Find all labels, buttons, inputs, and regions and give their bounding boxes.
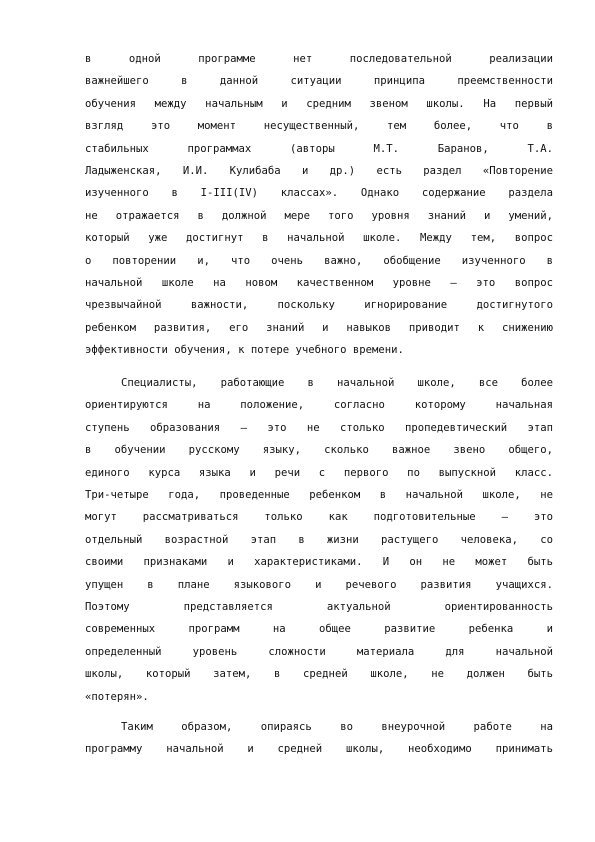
text-line: современных программ на общее развитие ребенка и xyxy=(85,623,553,636)
text-line: «потерян». xyxy=(85,690,149,703)
text-line: чрезвычайной важности, поскольку игнорирование достигнутого xyxy=(85,299,553,312)
text-line: эффективности обучения, к потере учебного времени. xyxy=(85,344,404,357)
text-line: в одной программе нет последовательной реализации xyxy=(85,53,553,65)
text-line: изученного в I-III(IV) классах». Однако содержание раздела xyxy=(85,187,553,200)
text-line: Три-четыре года, проведенные ребенком в начальной школе, не xyxy=(85,489,553,501)
text-line: отдельный возрастной этап в жизни растущего человека, со xyxy=(85,533,553,546)
text-line: важнейшего в данной ситуации принципа преемственности xyxy=(85,75,553,88)
text-line: программу начальной и средней школы, необходимо принимать xyxy=(85,743,553,756)
text-line: упущен в плане языкового и речевого развития учащихся. xyxy=(85,578,553,591)
text-line: стабильных программах (авторы М.Т. Баранов, Т.А. xyxy=(85,142,553,155)
text-line: Ладыженская, И.И. Кулибаба и др.) есть раздел «Повторение xyxy=(85,165,553,177)
text-line: не отражается в должной мере того уровня знаний и умений, xyxy=(85,209,553,222)
text-line: Таким образом, опираясь во внеурочной работе на xyxy=(121,721,553,733)
text-line: начальной школе на новом качественном уровне – это вопрос xyxy=(85,277,553,289)
text-line: обучения между начальным и средним звеном школы. На первый xyxy=(85,97,553,110)
text-line: ребенком развития, его знаний и навыков приводит к снижению xyxy=(85,321,553,334)
text-line: своими признаками и характеристиками. И он не может быть xyxy=(85,556,553,569)
text-line: Поэтому представляется актуальной ориентированность xyxy=(85,601,553,613)
text-line: единого курса языка и речи с первого по выпускной класс. xyxy=(85,466,553,479)
text-line: который уже достигнут в начальной школе. Между тем, вопрос xyxy=(85,232,553,245)
text-line: определенный уровень сложности материала для начальной xyxy=(85,645,553,658)
text-line: ориентируются на положение, согласно которому начальная xyxy=(85,399,553,412)
text-line: Специалисты, работающие в начальной школе, все более xyxy=(121,377,553,389)
text-line: о повторении и, что очень важно, обобщение изученного в xyxy=(85,254,553,267)
text-line: могут рассматриваться только как подготовительные – это xyxy=(85,511,553,524)
text-line: взгляд это момент несущественный, тем более, что в xyxy=(85,120,553,133)
text-line: ступень образования – это не столько пропедевтический этап xyxy=(85,421,553,434)
text-line: в обучении русскому языку, сколько важное звено общего, xyxy=(85,444,553,457)
text-line: школы, который затем, в средней школе, не должен быть xyxy=(85,668,553,681)
